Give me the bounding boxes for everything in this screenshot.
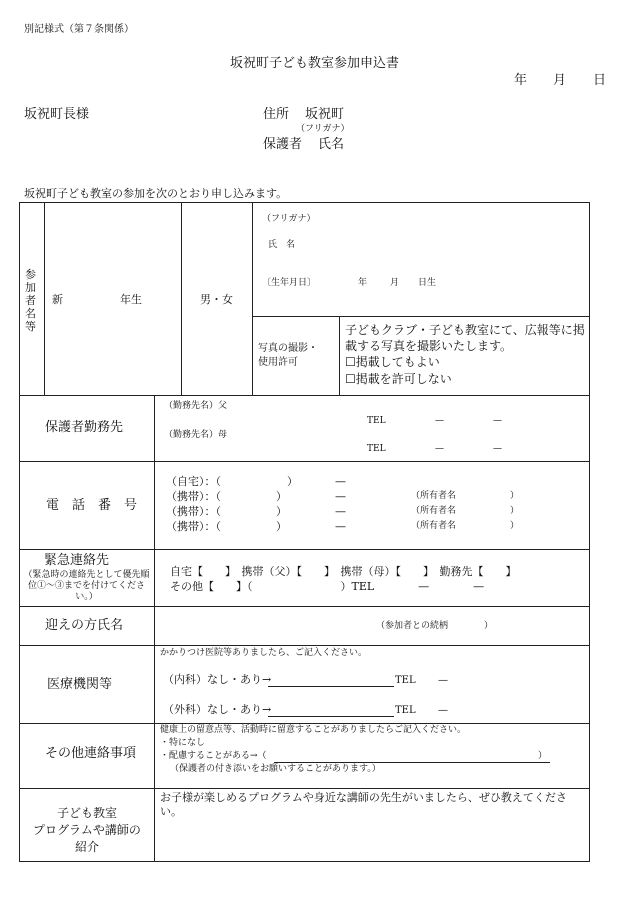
program-label-3: 紹介 (74, 840, 99, 854)
program-label-1: 子ども教室 (56, 806, 117, 820)
emergency-note-3: い。） (75, 592, 98, 602)
address-value: 坂祝町 (305, 107, 345, 122)
other-intro: 健康上の留意点等、活動時に留意することがありましたらご記入ください。 (160, 725, 467, 735)
mother-tel-label: TEL (367, 444, 386, 454)
photo-notice-line-1: 子どもクラブ・子ども教室にて、広報等に掲 (345, 323, 585, 337)
participant-furigana: （フリガナ） (262, 214, 316, 224)
mother-tel-dash: — (493, 444, 502, 454)
employer-father: （勤務先名）父 (164, 401, 228, 411)
mother-tel-dash: — (435, 444, 444, 454)
photo-divider (252, 316, 590, 317)
row-divider (19, 788, 590, 789)
col-divider (154, 395, 155, 862)
other-option-none[interactable]: ・特になし (160, 738, 206, 748)
intro-text: 坂祝町子ども教室の参加を次のとおり申し込みます。 (24, 187, 288, 200)
row-divider (19, 723, 590, 724)
participant-row-label: 参加者名等 (25, 268, 36, 333)
program-text-1: お子様が楽しめるプログラムや身近な講師の先生がいましたら、ぜひ教えてくださ (160, 791, 567, 804)
father-tel-label: TEL (367, 416, 386, 426)
phone-mobile-3-owner: （所有者名 ） (411, 521, 520, 531)
row-divider (19, 395, 590, 396)
col-divider (339, 316, 340, 395)
addressee: 坂祝町長様 (24, 107, 90, 122)
phone-mobile-2-dash: — (335, 505, 346, 518)
father-tel-dash: — (493, 416, 502, 426)
phone-mobile-3[interactable]: （携帯）：（ ） (166, 520, 287, 533)
emergency-note-2: 位①～③までを付けてくださ (27, 581, 145, 591)
medical-internal-dash: — (438, 675, 448, 686)
phone-label: 電 話 番 号 (46, 498, 138, 513)
phone-mobile-1-owner: （所有者名 ） (411, 491, 520, 501)
grade-prefix: 新 (52, 293, 63, 306)
date-day: 日 (593, 73, 607, 88)
row-divider (19, 645, 590, 646)
col-divider (181, 202, 182, 395)
other-label: その他連絡事項 (45, 746, 137, 761)
medical-internal-field[interactable] (268, 686, 394, 687)
row-divider (19, 549, 590, 550)
photo-allow-checkbox[interactable]: ☐掲載してもよい (345, 355, 440, 369)
employer-mother: （勤務先名）母 (164, 430, 228, 440)
date-year: 年 (514, 73, 528, 88)
emergency-priority-line-2[interactable]: その他【 】（ ）TEL — — (170, 580, 485, 593)
birth-date-label: 〔生年月日〕 (262, 278, 317, 288)
other-close-paren: ） (538, 751, 548, 761)
address-label: 住所 (263, 107, 290, 122)
phone-mobile-1[interactable]: （携帯）：（ ） (166, 490, 287, 503)
emergency-priority-line-1[interactable]: 自宅【 】 携帯（父）【 】 携帯（母）【 】 勤務先【 】 (170, 565, 517, 578)
photo-deny-checkbox[interactable]: ☐掲載を許可しない (345, 372, 452, 386)
phone-mobile-1-dash: — (335, 490, 346, 503)
medical-surgery: （外科）なし・あり→ (163, 703, 272, 716)
phone-mobile-3-dash: — (335, 520, 346, 533)
medical-internal-tel: TEL (395, 675, 416, 686)
phone-mobile-2[interactable]: （携帯）：（ ） (166, 505, 287, 518)
medical-internal: （内科）なし・あり→ (163, 673, 272, 686)
birth-year: 年 (358, 278, 368, 288)
date-month: 月 (553, 73, 567, 88)
program-text-2: い。 (160, 805, 182, 818)
guardian-label: 保護者 (263, 137, 303, 152)
program-label-2: プログラムや講師の (33, 823, 141, 837)
photo-permission-label-2: 使用許可 (258, 357, 298, 368)
medical-intro: かかりつけ医院等ありましたら、ご記入ください。 (160, 648, 368, 658)
annex-label: 別記様式（第７条関係） (24, 24, 134, 35)
photo-notice-line-2: 載する写真を撮影いたします。 (345, 339, 513, 353)
other-care-field[interactable] (274, 762, 550, 763)
participant-name-label: 氏 名 (268, 240, 296, 250)
emergency-note-1: （緊急時の連絡先として優先順 (23, 570, 150, 580)
guardian-name-label: 氏名 (318, 137, 345, 152)
col-divider (252, 202, 253, 395)
grade-suffix: 年生 (120, 293, 142, 306)
phone-mobile-2-owner: （所有者名 ） (411, 506, 520, 516)
medical-label: 医療機関等 (47, 677, 113, 692)
other-option-care[interactable]: ・配慮することがある→（ (160, 751, 267, 761)
emergency-label: 緊急連絡先 (44, 553, 110, 568)
birth-month: 月 (390, 278, 400, 288)
pickup-relation: （参加者との続柄 ） (376, 621, 494, 631)
medical-surgery-field[interactable] (268, 716, 394, 717)
phone-home[interactable]: （自宅）：（ ） (166, 475, 298, 488)
gender-options[interactable]: 男・女 (200, 293, 233, 306)
medical-surgery-tel: TEL (395, 705, 416, 716)
other-note: （保護者の付き添いをお願いすることがあります。） (170, 764, 381, 774)
phone-home-dash: — (335, 475, 346, 488)
form-title: 坂祝町子ども教室参加申込書 (230, 56, 400, 71)
row-divider (19, 461, 590, 462)
form-table (19, 202, 590, 862)
medical-surgery-dash: — (438, 705, 448, 716)
row-divider (19, 606, 590, 607)
birth-day: 日生 (418, 278, 437, 288)
employer-label: 保護者勤務先 (45, 420, 124, 435)
pickup-label: 迎えの方氏名 (45, 618, 124, 633)
col-divider (44, 202, 45, 395)
furigana-label: （フリガナ） (296, 124, 350, 134)
photo-permission-label: 写真の撮影・ (258, 343, 318, 354)
father-tel-dash: — (435, 416, 444, 426)
